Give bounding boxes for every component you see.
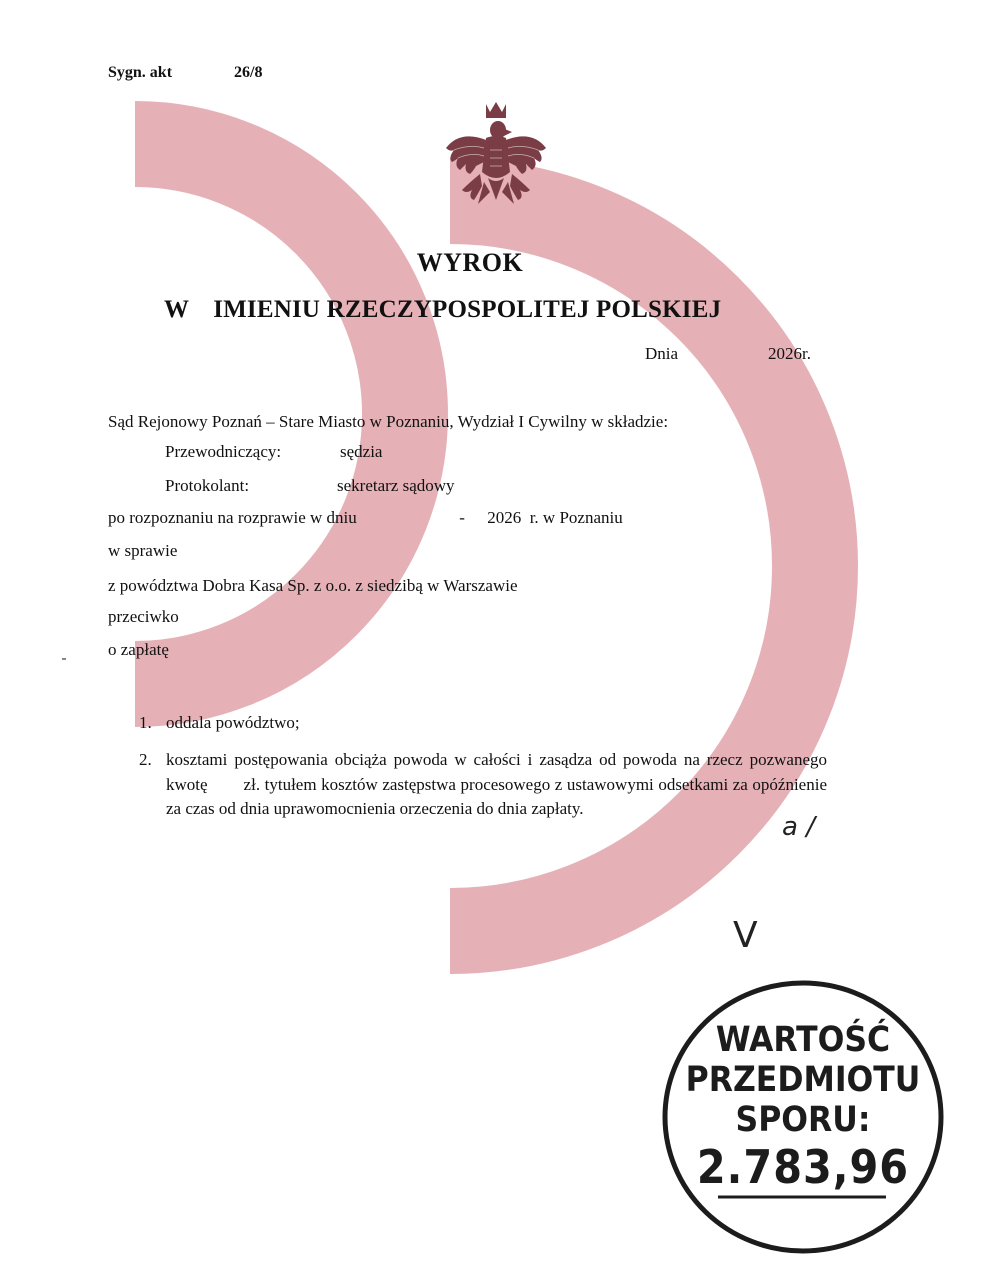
stamp-amount: 2.783,96	[696, 1140, 910, 1194]
plaintiff-line: z powództwa Dobra Kasa Sp. z o.o. z siedzibą w Warszawie	[108, 576, 518, 595]
stamp-line-2: PRZEDMIOTU	[685, 1060, 921, 1100]
chair-value: sędzia	[340, 442, 383, 461]
judgment-date	[645, 344, 811, 364]
ruling-1-text: oddala powództwo;	[166, 713, 300, 732]
hearing-mark: -	[459, 508, 465, 527]
hearing-prefix: po rozpoznaniu na rozprawie w dniu	[108, 508, 357, 527]
ruling-2-part-b: zł. tytułem kosztów zastępstwa procesowego z ustawowymi odsetkami za opóźnienie za czas od dnia uprawomocnienia orzeczenia do dnia zapłaty.	[166, 774, 827, 818]
case-number: 26/8	[234, 64, 263, 81]
eagle-emblem	[440, 100, 552, 220]
case-label: Sygn. akt	[108, 64, 173, 81]
subtitle-w: W	[164, 296, 190, 323]
clerk-value: sekretarz sądowy	[337, 476, 455, 495]
date-label: Dnia	[645, 344, 679, 363]
handwritten-check: V	[733, 915, 758, 956]
chair-label: Przewodniczący:	[165, 442, 282, 461]
ruling-2-number: 2.	[139, 750, 152, 769]
scan-speck	[62, 658, 66, 660]
handwritten-mark: a /	[782, 812, 815, 842]
subtitle-rest: IMIENIU RZECZYPOSPOLITEJ POLSKIEJ	[213, 296, 722, 323]
case-signature	[108, 64, 262, 82]
case-line: w sprawie	[108, 541, 178, 560]
stamp-line-1: WARTOŚĆ	[715, 1020, 891, 1060]
date-year: 2026r.	[768, 344, 812, 363]
clerk-label: Protokolant:	[165, 476, 250, 495]
stamp-line-3: SPORU:	[735, 1100, 871, 1140]
hearing-suffix: r. w Poznaniu	[529, 508, 623, 527]
hearing-year: 2026	[487, 508, 522, 527]
subject-line: o zapłatę	[108, 640, 169, 659]
hearing-line	[108, 508, 623, 528]
document-subtitle	[164, 296, 721, 324]
court-composition: Sąd Rejonowy Poznań – Stare Miasto w Poznaniu, Wydział I Cywilny w składzie:	[108, 412, 669, 431]
ruling-1-number: 1.	[139, 713, 152, 732]
against-line: przeciwko	[108, 607, 179, 626]
document-title: WYROK	[416, 248, 524, 277]
ruling-2-part-a: kosztami postępowania obciąża powoda w całości i zasądza od powoda na rzecz pozwanego kwotę	[166, 750, 827, 794]
ruling-2-text	[166, 748, 827, 822]
